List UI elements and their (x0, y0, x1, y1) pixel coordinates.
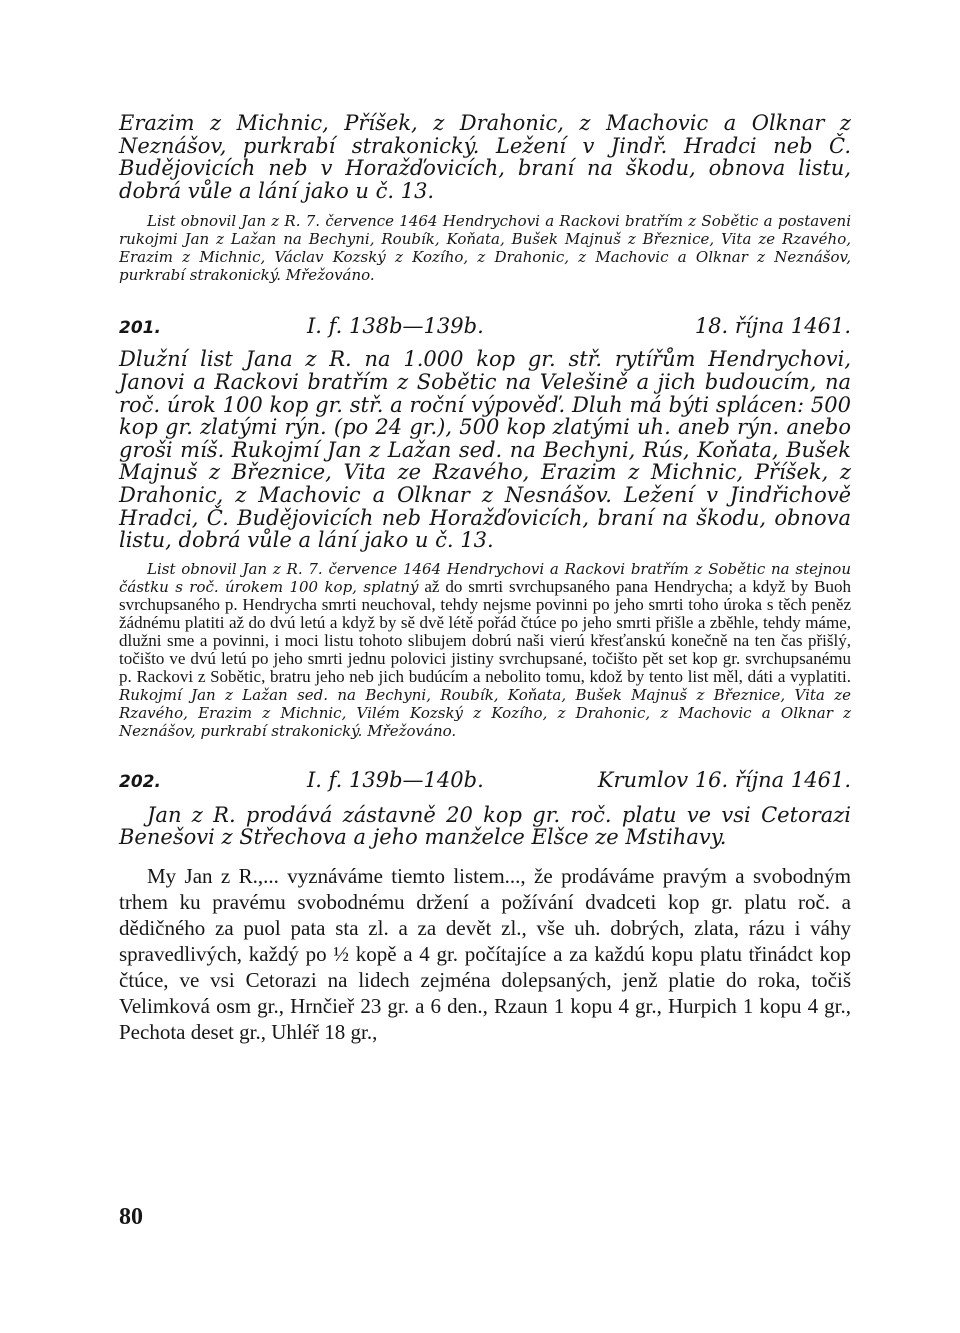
entry-202-date: Krumlov 16. října 1461. (597, 767, 851, 792)
document-page (119, 112, 851, 1045)
entry-202-body: My Jan z R.,... vyznáváme tiemto listem..., že prodáváme pravým a svobodným trhem ku pravému svobodnému držení a požívání dvadceti kop gr. platu roč. a dědičného za puol pata sta zl. a za devět zl., vše uh. dobrých, zlata, rázu i váhy spravedlivých, každý po ½ kopě a 4 gr. počítajíce a za každú kopu platu třinádct kop čtúce, ve vsi Cetorazi na lidech zejména dolepsaných, jenž platie do roka, točiš Velimková osm gr., Hrnčieř 23 gr. a 6 den., Rzaun 1 kopu 4 gr., Hurpich 1 kopu 4 gr., Pechota deset gr., Uhléř 18 gr., (119, 863, 851, 1044)
entry-201-note-roman: až do smrti svrchupsaného pana Hendrycha; a když by Buoh svrchupsaného p. Hendrycha smrti neuchoval, tehdy nejsme povinni po jeho smrti toho úroka s těch peněz žádnému platiti až do dvú letú a když by sě dvě létě pořád čtúce po jeho smrti přišle a zběhle, tehdy máme, dlužni sme a povinni, i moci listu tohoto slibujem dobrú naši vierú křesťanskú konečně na ten čas přišlý, točišto ve dvú letú po jeho smrti jednu polovici jistiny svrchupsané, točišto pět set kop gr. svrchupsanému p. Rackovi z Sobětic, bratru jeho neb jich budúcím a nebolito tomu, kdož by tento list měl, dáti a vyplatiti. (119, 576, 851, 686)
entry-201-summary: Dlužní list Jana z R. na 1.000 kop gr. stř. rytířům Hendrychovi, Janovi a Rackovi bratřím z Sobětic na Velešině a jich budoucím, na roč. úrok 100 kop gr. stř. a roční výpověď. Dluh má býti splácen: 500 kop gr. zlatými rýn. (po 24 gr.), 500 kop zlatými uh. aneb rýn. anebo groši míš. Rukojmí Jan z Lažan sed. na Bechyni, Rús, Koňata, Bušek Majnuš z Březnice, Vita ze Rzavého, Erazim z Michnic, Příšek, z Drahonic, z Machovic a Olknar z Nesnášov. Ležení v Jindřichově Hradci, Č. Budějovicích neb Horažďovicích, braní na škodu, obnova listu, dobrá vůle a lání jako u č. 13. (119, 347, 851, 553)
entry-201-heading (119, 314, 851, 344)
entry-201-note (119, 560, 851, 740)
entry-201-date: 18. října 1461. (694, 314, 851, 339)
top-paragraph: Erazim z Michnic, Příšek, z Drahonic, z Machovic a Olknar z Neznášov, purkrabí strakonický. Ležení v Jindř. Hradci neb Č. Budějovicích neb v Horažďovicích, braní na škodu, obnova listu, dobrá vůle a lání jako u č. 13. (119, 111, 851, 203)
entry-201-folio: I. f. 138b—139b. (307, 314, 484, 339)
entry-201-note-italic: List obnovil Jan z R. 7. července 1464 Hendrychovi a Rackovi bratřím z Sobětic na stejnou částku s roč. úrokem 100 kop, splatný (119, 559, 851, 596)
entry-202-number: 202. (119, 771, 161, 792)
entry-201-number: 201. (119, 318, 161, 339)
entry-201-note-tail: Rukojmí Jan z Lažan sed. na Bechyni, Roubík, Koňata, Bušek Majnuš z Březnice, Vita ze Rzavého, Erazim z Michnic, Vilém Kozský z Kozího, z Drahonic, z Machovic a Olknar z Neznášov, purkrabí strakonický. Mřežováno. (119, 685, 851, 740)
top-note: List obnovil Jan z R. 7. července 1464 Hendrychovi a Rackovi bratřím z Sobětic a postaveni rukojmi Jan z Lažan na Bechyni, Roubík, Koňata, Bušek Majnuš z Březnice, Vita ze Rzavého, Erazim z Michnic, Václav Kozský z Kozího, z Drahonic, z Machovic a Olknar z Neznášov, purkrabí strakonický. Mřežováno. (119, 212, 851, 285)
entry-202-summary: Jan z R. prodává zástavně 20 kop gr. roč. platu ve vsi Cetorazi Benešovi z Střechova a jeho manželce Elšce ze Mstihavy. (119, 802, 851, 850)
page-number: 80 (119, 1204, 143, 1230)
entry-202-folio: I. f. 139b—140b. (307, 767, 484, 792)
entry-202-heading (119, 768, 851, 798)
